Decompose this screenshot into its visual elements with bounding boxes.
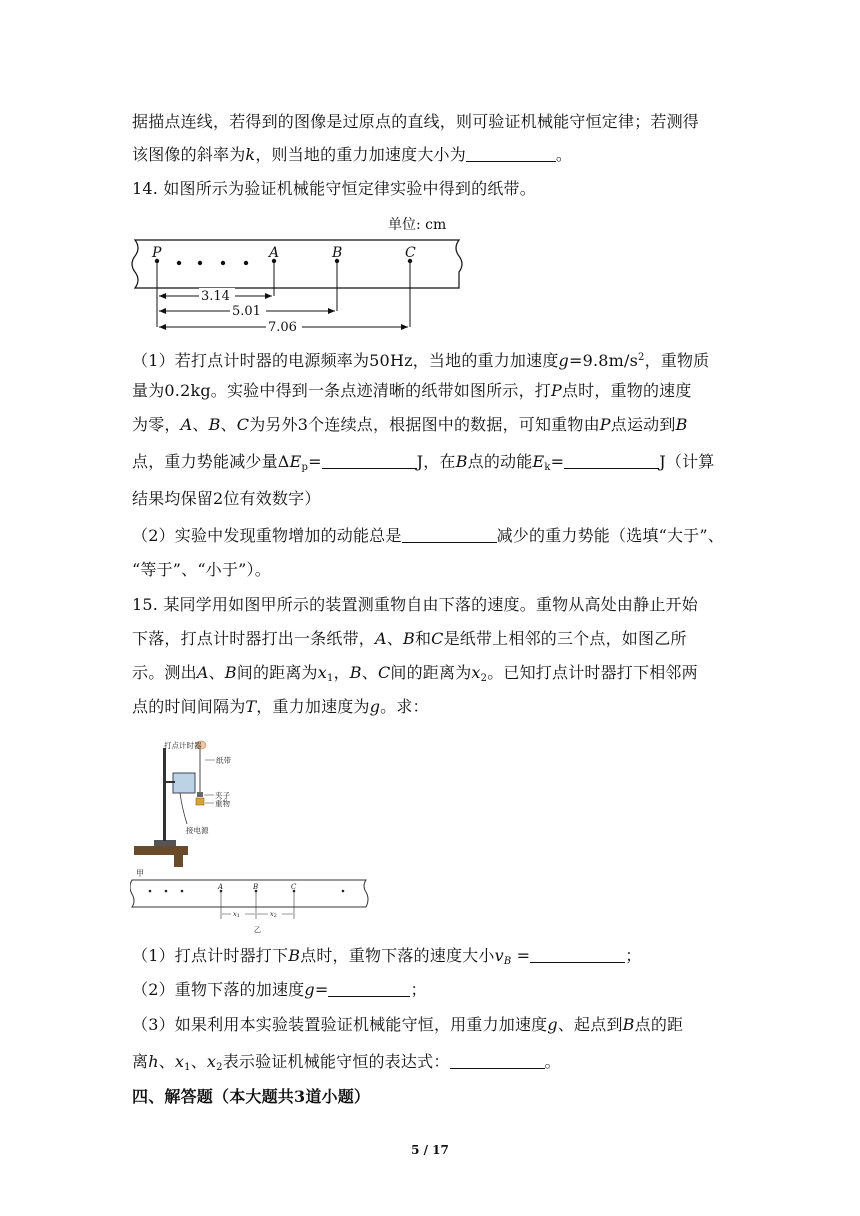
unit-label: 单位: cm — [388, 217, 447, 233]
section-4-heading: 四、解答题（本大题共3道小题） — [132, 1087, 371, 1106]
small-label-b: B — [253, 883, 259, 891]
answer-blank-potential-energy[interactable] — [322, 452, 417, 469]
q14-part2-line2: “等于”、“小于”）。 — [132, 560, 271, 579]
q15-apparatus-figure — [130, 740, 380, 880]
answer-blank-comparison[interactable] — [402, 526, 497, 543]
q15-line2: 下落，打点计时器打出一条纸带，A、B和C是纸带上相邻的三个点，如图乙所 — [132, 629, 687, 648]
answer-blank-kinetic-energy[interactable] — [564, 452, 659, 469]
small-label-a: A — [218, 883, 224, 891]
q15-line4: 点的时间间隔为T，重力加速度为g。求： — [132, 697, 429, 716]
q15-tape-figure — [130, 877, 370, 935]
tape-dot — [198, 261, 202, 265]
answer-blank-velocity[interactable] — [530, 946, 625, 963]
distance-label-pc: 7.06 — [268, 320, 297, 335]
point-label-b: B — [332, 245, 343, 261]
q14-part1-line5: 结果均保留2位有效数字） — [132, 489, 321, 508]
label-timer: 打点计时器 — [164, 741, 202, 750]
tape-outline-small — [130, 880, 368, 907]
q15-line3: 示。测出A、B间的距离为$x_1$，B、C间的距离为$x_2$。已知打点计时器打下相邻两 — [132, 663, 698, 684]
stand-rod — [163, 748, 166, 841]
q14-tape-figure — [126, 210, 466, 335]
point-label-c: C — [405, 245, 416, 261]
caption-yi: 乙 — [254, 926, 261, 934]
intro-line-1: 据描点连线，若得到的图像是过原点的直线，则可验证机械能守恒定律；若测得 — [132, 112, 700, 131]
small-label-x2: x2 — [270, 910, 277, 919]
label-clip: 夹子 — [215, 791, 230, 800]
small-label-x1: x1 — [233, 910, 240, 919]
table-top — [134, 846, 188, 855]
answer-blank-acceleration[interactable] — [328, 980, 410, 997]
q15-sub3-line1: （3）如果利用本实验装置验证机械能守恒，用重力加速度g、起点到B点的距 — [132, 1015, 684, 1034]
tape-dot — [244, 261, 248, 265]
caption-jia: 甲 — [136, 869, 144, 878]
timer-body — [173, 773, 195, 793]
q15-sub2: （2）重物下落的加速度g= ； — [132, 980, 427, 999]
weight — [196, 798, 204, 805]
small-label-c: C — [291, 883, 297, 891]
q14-part1-line1: （1）若打点计时器的电源频率为50Hz，当地的重力加速度$g=9.8m/s^2$，重物质 — [132, 351, 710, 370]
distance-label-pb: 5.01 — [232, 304, 261, 319]
point-label-p: P — [152, 245, 162, 261]
q15-sub3-line2: 离h、$x_1$、$x_2$表示验证机械能守恒的表达式： 。 — [132, 1052, 561, 1073]
point-label-a: A — [269, 245, 280, 261]
q15-line1: 15. 某同学用如图甲所示的装置测重物自由下落的速度。重物从高处由静止开始 — [132, 595, 698, 614]
q14-part1-line4: 点，重力势能减少量$\Delta E_p= J$，在B点的动能$E_k= J$（计算 — [132, 452, 715, 473]
intro-line-2: 该图像的斜率为k，则当地的重力加速度大小为 。 — [132, 145, 573, 164]
answer-blank-expression[interactable] — [450, 1052, 545, 1069]
clip — [197, 792, 203, 797]
page-number: 5 / 17 — [411, 1143, 449, 1157]
q14-part1-line2: 量为0.2kg。实验中得到一条点迹清晰的纸带如图所示，打P点时，重物的速度 — [132, 381, 692, 400]
label-tape: 纸带 — [216, 756, 231, 765]
tape-dot — [177, 261, 181, 265]
tape-dot — [221, 261, 225, 265]
label-weight: 重物 — [215, 799, 230, 808]
q14-part2-line1: （2）实验中发现重物增加的动能总是 减少的重力势能（选填“大于”、 — [132, 526, 724, 545]
answer-blank[interactable] — [466, 145, 556, 162]
power-wire — [180, 793, 187, 824]
q14-title: 14. 如图所示为验证机械能守恒定律实验中得到的纸带。 — [132, 179, 536, 198]
label-power: 接电源 — [186, 826, 209, 835]
distance-label-pa: 3.14 — [201, 289, 230, 304]
q14-part1-line3: 为零，A、B、C为另外3个连续点，根据图中的数据，可知重物由P点运动到B — [132, 415, 688, 434]
q15-sub1: （1）打点计时器打下B点时，重物下落的速度大小$v_B$ = ； — [132, 946, 642, 967]
